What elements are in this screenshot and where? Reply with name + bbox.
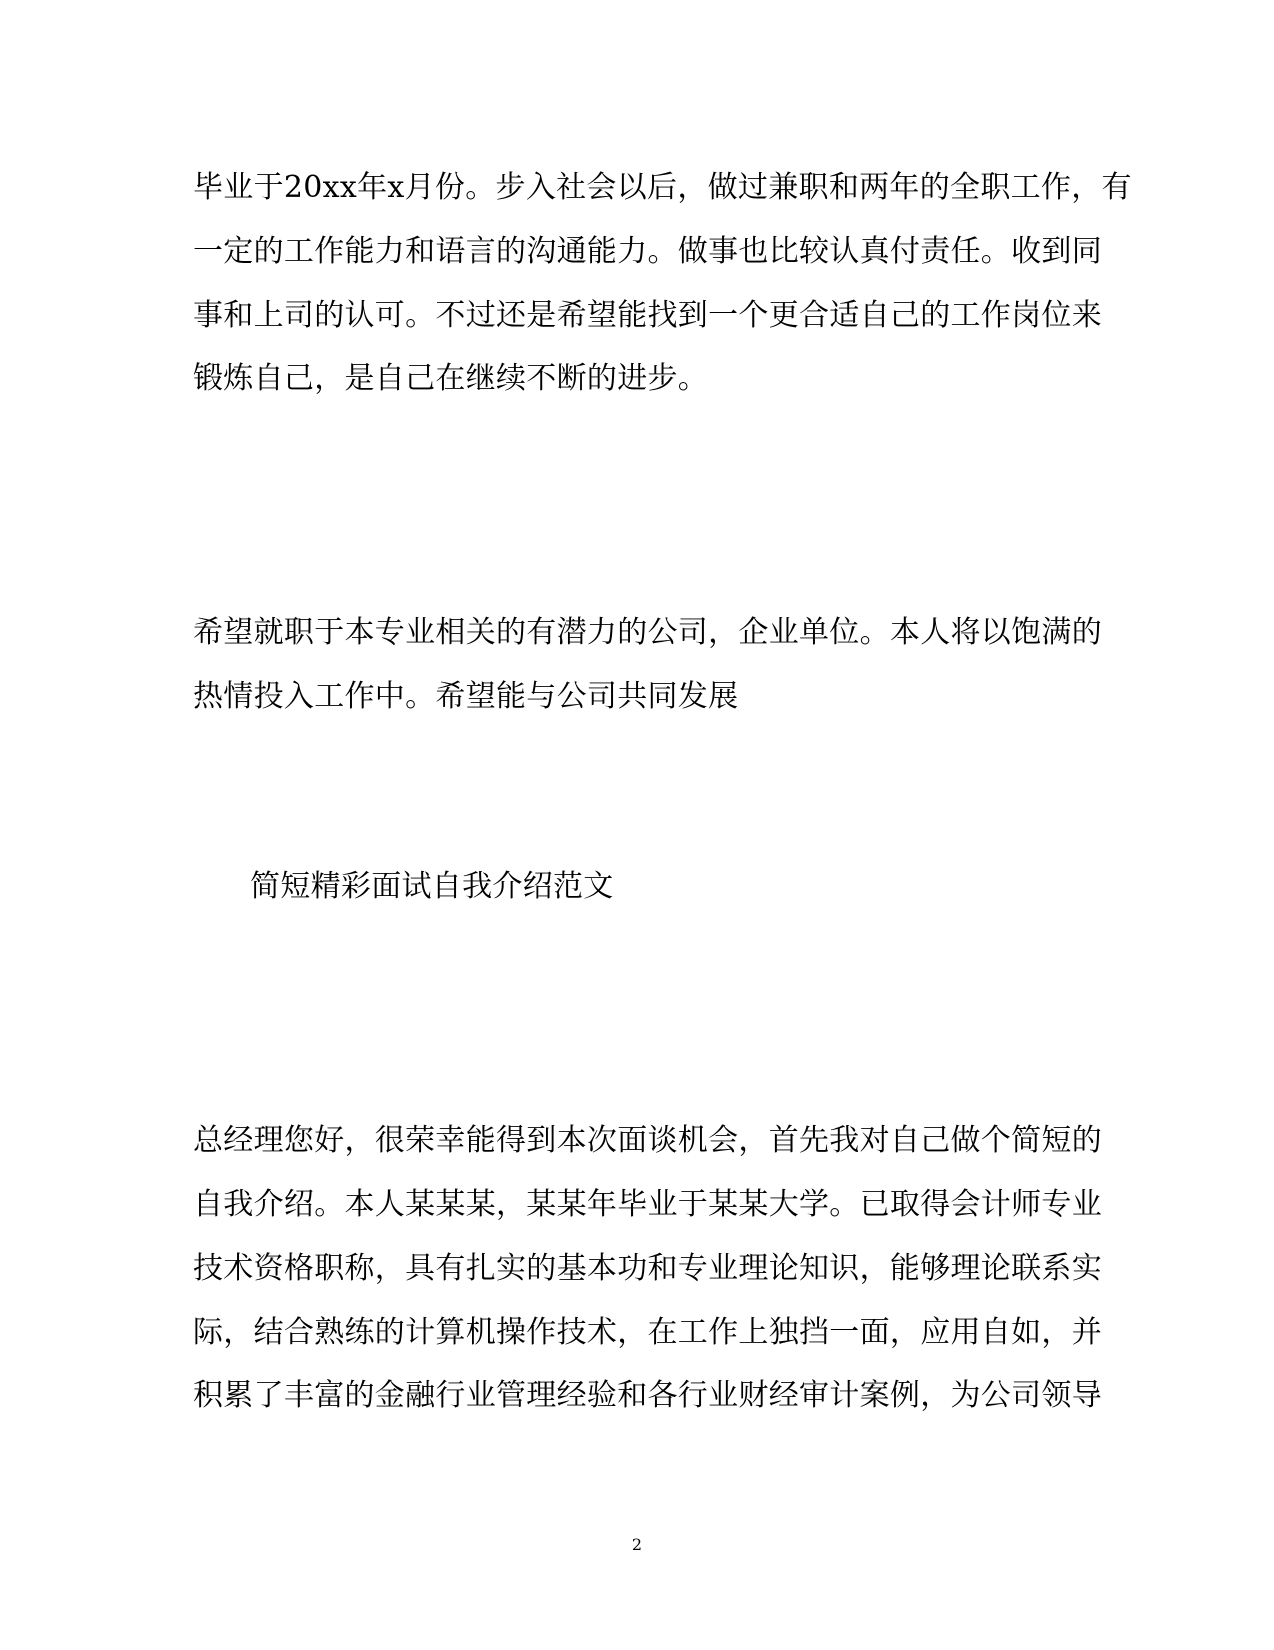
paragraph-1-line-2: 一定的工作能力和语言的沟通能力。做事也比较认真付责任。收到同 — [193, 234, 1102, 269]
paragraph-3-line-5: 积累了丰富的金融行业管理经验和各行业财经审计案例，为公司领导 — [193, 1378, 1102, 1413]
paragraph-2-line-1: 希望就职于本专业相关的有潜力的公司，企业单位。本人将以饱满的 — [193, 615, 1102, 650]
paragraph-3-line-3: 技术资格职称，具有扎实的基本功和专业理论知识，能够理论联系实 — [193, 1251, 1102, 1286]
paragraph-3-line-2: 自我介绍。本人某某某，某某年毕业于某某大学。已取得会计师专业 — [193, 1187, 1102, 1222]
paragraph-1-line-3: 事和上司的认可。不过还是希望能找到一个更合适自己的工作岗位来 — [193, 298, 1102, 333]
paragraph-2-line-2: 热情投入工作中。希望能与公司共同发展 — [193, 679, 739, 714]
section-heading: 简短精彩面试自我介绍范文 — [250, 869, 614, 904]
paragraph-1-line-1: 毕业于20xx年x月份。步入社会以后，做过兼职和两年的全职工作，有 — [193, 170, 1132, 205]
page-number: 2 — [631, 1535, 643, 1554]
paragraph-1-line-4: 锻炼自己，是自己在继续不断的进步。 — [193, 361, 709, 396]
paragraph-3-line-1: 总经理您好，很荣幸能得到本次面谈机会，首先我对自己做个简短的 — [193, 1123, 1102, 1158]
paragraph-3-line-4: 际，结合熟练的计算机操作技术，在工作上独挡一面，应用自如，并 — [193, 1315, 1102, 1350]
